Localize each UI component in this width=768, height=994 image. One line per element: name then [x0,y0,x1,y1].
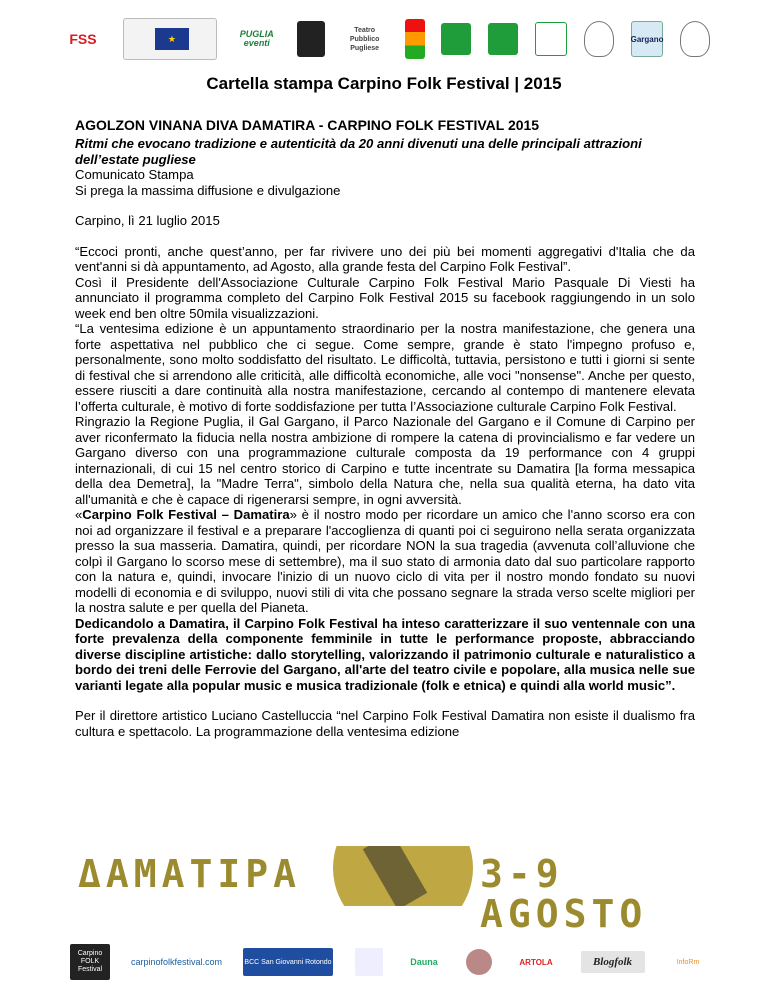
release-heading: AGOLZON VINANA DIVA DAMATIRA - CARPINO FOLK FESTIVAL 2015 [75,117,540,133]
logo-strip [60,14,710,64]
paragraph-5-text: » è il nostro modo per ricordare un amico che l'anno scorso era con noi ad organizzare il festival e a preparare l'accoglienza di quanti poi ci seguirono nella serata organizzata presso la sua masseria. Damatira, quindi, per ricordare NON la sua tragedia (avvenuta coll’alluvione che colpì il Gargano lo scorso mese di settembre), ma il suo stato di armonia dato dal suo particolare rapporto con la natura e, quindi, invocare l'inizio di un nuovo ciclo di vita per il nostro mondo fondato su nuovi modelli di economia e di sviluppo, nuovi stili di vita che possano segnare la strada verso scelte migliori per la nostra salute e per quella del Pianeta. [75,507,695,615]
dauna-logo: Dauna [410,957,438,967]
sponsor-footer [70,940,710,984]
paragraph-6: Dedicandolo a Damatira, il Carpino Folk Festival ha inteso caratterizzare il suo ventennale con una forte prevalenza della componente femminile in tutte le performance proposte, abbracciando diverse discipline artistiche: dallo storytelling, valorizzando il patrimonio culturale e naturalistico a bordo dei treni delle Ferrovie del Gargano, all'arte del teatro civile e popolare, alla musica nelle sue varianti legate alla popular music e musica tradizionale (folk e etnica) e quindi alla world music”. [75,615,695,693]
damatira-banner [78,846,698,936]
color-bars-logo [405,19,425,59]
gal-logo [441,23,471,55]
carpino-folk-festival-logo: Carpino FOLK Festival [70,944,110,980]
blogfolk-logo: Blogfolk [581,951,645,973]
quote-open: « [75,507,83,522]
media-partner-logo: InfoRm [676,958,700,966]
release-type: Comunicato Stampa [75,167,194,182]
seal-icon [466,949,492,975]
paragraph-7: Per il direttore artistico Luciano Castelluccia “nel Carpino Folk Festival Damatira non esiste il dualismo fra cultura e spettacolo. La programmazione della ventesima edizione [75,708,695,739]
website-link[interactable]: carpinofolkfestival.com [130,957,223,967]
paragraph-3: “La ventesima edizione è un appuntamento straordinario per la nostra manifestazione, che genera una forte aspettativa nel pubblico che ci segue. Come sempre, grande è stato l'impegno profuso e, personalmente, sono molto soddisfatto del risultato. Le difficoltà, tuttavia, persistono e tutti i giorni si sente di festival che si arrendono alle criticità, alle difficoltà economiche, alle voci "nonsense". Anche per questo, essere riusciti a dare continuità alla nostra manifestazione, cercando al contempo di mantenere elevata l’offerta culturale, è motivo di forte soddisfazione per tutta l’Associazione culturale Carpino Folk Festival. [75,321,695,414]
banner-damatira: ΔΑΜΑΤΙΡΑ [78,852,302,896]
parco-logo [488,23,518,55]
paragraph-5 [75,507,695,616]
parco-gargano-logo [355,948,383,976]
eu-funding-logo [123,18,217,60]
green-logo [535,22,567,56]
banner-dates: 3-9 AGOSTO [480,852,648,936]
festival-name: Carpino Folk Festival – Damatira [82,507,290,522]
fss-logo: FSS [69,30,97,47]
page-title: Cartella stampa Carpino Folk Festival | 2015 [206,74,562,93]
bcc-logo: BCC San Giovanni Rotondo [243,948,333,976]
republic-emblem-icon [584,21,614,57]
paragraph-2: Così il Presidente dell'Associazione Culturale Carpino Folk Festival Mario Pasquale Di Viesti ha annunciato il programma completo del Carpino Folk Festival 2015 su facebook raggiungendo in un solo week end ben oltre 50mila visualizzazioni. [75,274,695,321]
gargano-logo: Gargano [631,21,663,57]
paragraph-4: Ringrazio la Regione Puglia, il Gal Gargano, il Parco Nazionale del Gargano e il Comune di Carpino per aver riconfermato la fiducia nella nostra ambizione di rompere la catena di provincialismo e far vedere un Gargano diverso con una programmazione culturale composta da 19 performance con 4 gruppi internazionali, di cui 15 nel centro storico di Carpino e tutte incentrate su Damatira [la forma messapica della dea Demetra], la "Madre Terra", simbolo della Natura che, nella sua qualità eterna, ha dato vita all'umanità e che è capace di rigenerarsi sempre, in ogni avversità. [75,414,695,507]
paragraph-1: “Eccoci pronti, anche quest’anno, per far rivivere uno dei più bei momenti aggregativi d'Italia che da vent'anni si dà appuntamento, ad Agosto, alla grande festa del Carpino Folk Festival”. [75,243,695,274]
teatro-pubblico-pugliese-logo: Teatro Pubblico Pugliese [349,26,380,52]
puglia-eventi-logo: PUGLIA eventi [239,29,274,48]
release-subtitle: Ritmi che evocano tradizione e autenticità da 20 anni divenuti una delle principali attrazioni dell’estate pugliese [75,136,642,167]
sponsor-logo [297,21,325,57]
artola-logo: ARTOLA [519,957,553,967]
distribution-note: Si prega la massima diffusione e divulgazione [75,182,341,198]
release-date: Carpino, lì 21 luglio 2015 [75,213,220,228]
comune-carpino-emblem-icon [680,21,710,57]
eu-flag-icon: ★ [155,28,189,50]
press-release-body [75,116,695,739]
